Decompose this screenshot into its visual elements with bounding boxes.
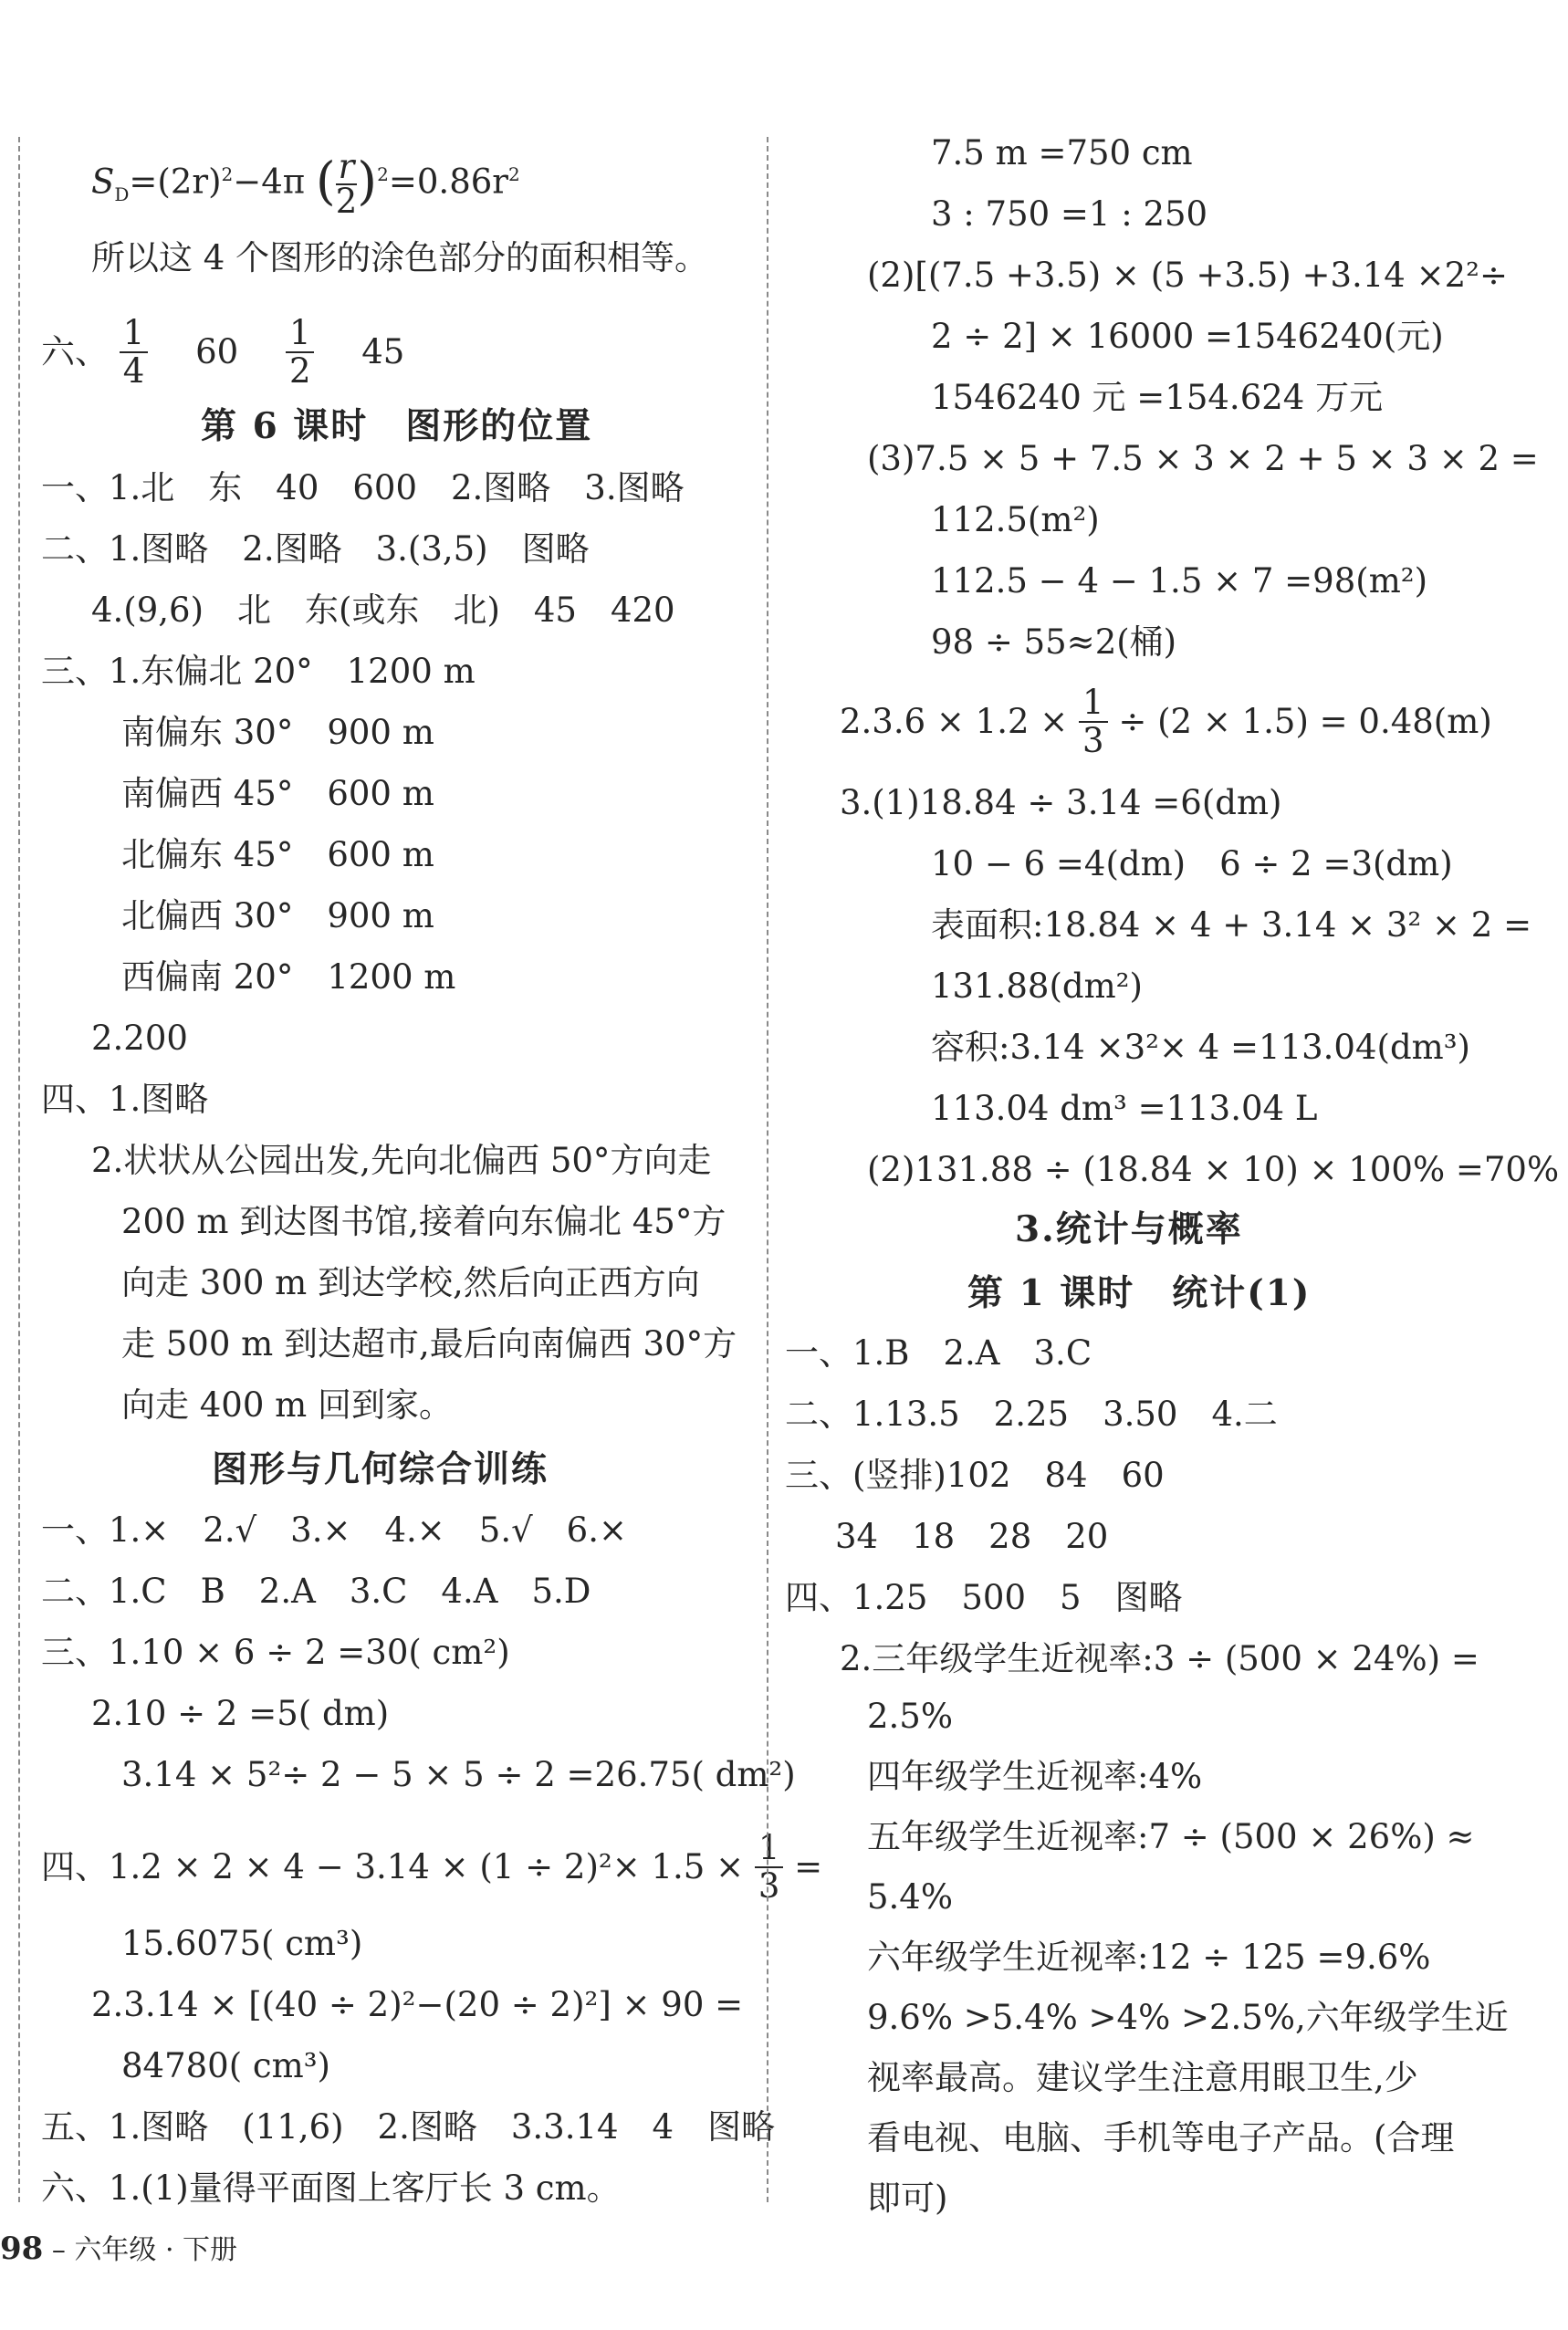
text-line: 北偏东 45° 600 m [121,835,434,874]
text-line: 2.状状从公园出发,先向北偏西 50°方向走 [91,1141,712,1180]
text-line: 二、1.13.5 2.25 3.50 4.二 [785,1395,1278,1434]
text-line: 4.(9,6) 北 东(或东 北) 45 420 [91,590,675,630]
text-line: 六年级学生近视率:12 ÷ 125 =9.6% [867,1938,1431,1977]
text-line: 113.04 dm³ =113.04 L [931,1089,1318,1128]
frac3-den: 3 [758,1866,780,1906]
sd-symbol: S [91,162,115,202]
text-line: 3 : 750 =1 : 250 [931,194,1208,234]
text-line: 2.10 ÷ 2 =5( dm) [91,1694,390,1733]
text-line: 15.6075( cm³) [121,1924,363,1963]
text-line: 112.5 − 4 − 1.5 × 7 =98(m²) [931,561,1428,601]
text-line: 五年级学生近视率:7 ÷ (500 × 26%) ≈ [867,1817,1475,1856]
text-line: 112.5(m²) [931,500,1100,539]
text-line: 一、1.B 2.A 3.C [785,1333,1092,1373]
text-line: 所以这 4 个图形的涂色部分的面积相等。 [91,238,709,277]
text-line: 三、(竖排)102 84 60 [785,1456,1165,1495]
text-line: 五、1.图略 (11,6) 2.图略 3.3.14 4 图略 [41,2107,776,2147]
sd-result: =0.86r [388,162,508,202]
sd-frac-den: 2 [335,182,358,221]
text-line: 南偏西 45° 600 m [121,774,434,813]
text-line: 视率最高。建议学生注意用眼卫生,少 [867,2058,1418,2097]
frac2-den: 2 [288,351,311,391]
section-heading: 第 6 课时 图形的位置 [201,405,593,447]
text-line: 六、1.(1)量得平面图上客厅长 3 cm。 [41,2168,621,2208]
frac3-num: 1 [755,1830,784,1868]
text-line: 2.三年级学生近视率:3 ÷ (500 × 24%) = [840,1639,1479,1678]
book-label: 六年级 · 下册 [74,2234,238,2266]
text-line: 一、1.× 2.√ 3.× 4.× 5.√ 6.× [41,1510,627,1550]
frac1-den: 4 [122,351,145,391]
value-60: 60 [195,332,239,371]
page-footer [0,2227,237,2267]
text-line: 10 − 6 =4(dm) 6 ÷ 2 =3(dm) [931,844,1453,883]
sd-subscript: D [114,183,130,205]
right-frac-num: 1 [1079,684,1108,723]
frac1-num: 1 [120,315,149,353]
text-line: 向走 300 m 到达学校,然后向正西方向 [121,1263,700,1302]
text-line: 北偏西 30° 900 m [121,896,434,935]
text-line: 3.(1)18.84 ÷ 3.14 =6(dm) [840,783,1282,822]
text-line: 84780( cm³) [121,2046,330,2085]
text-line: (3)7.5 × 5 + 7.5 × 3 × 2 + 5 × 3 × 2 = [867,439,1539,478]
text-line: 三、1.10 × 6 ÷ 2 =30( cm²) [41,1633,510,1672]
right-frac-den: 3 [1082,721,1104,760]
text-line: 131.88(dm²) [931,966,1143,1006]
text-line: 98 ÷ 55≈2(桶) [931,622,1177,662]
text-line: 看电视、电脑、手机等电子产品。(合理 [867,2118,1455,2158]
value-45: 45 [361,332,405,371]
text-line: 3.14 × 5²÷ 2 − 5 × 5 ÷ 2 =26.75( dm²) [121,1755,796,1794]
text-line: 2.200 [91,1019,188,1058]
section-heading: 第 1 课时 统计(1) [967,1272,1312,1314]
text-line: 四、1.图略 [41,1080,209,1119]
two-expr-a: 2.3.6 × 1.2 × [840,702,1069,741]
text-line: 1546240 元 =154.624 万元 [931,378,1384,417]
sd-sup-2: 2 [377,163,389,186]
sd-formula: $S_D=(2r)^2-4\pi$ ( $\frac{r}{2}$ )$^2=0.86r^2$ [91,147,520,221]
section-six-label: 六、 [41,332,109,371]
sd-sup-3: 2 [507,163,520,186]
text-line: 四年级学生近视率:4% [867,1757,1203,1796]
answer-six-fractions [41,315,404,390]
text-line: 200 m 到达图书馆,接着向东偏北 45°方 [121,1202,727,1241]
text-line: 34 18 28 20 [835,1517,1109,1556]
text-line: 7.5 m =750 cm [931,133,1193,172]
text-line: 即可) [867,2178,948,2218]
two-expr-b: ÷ (2 × 1.5) = 0.48(m) [1118,702,1492,741]
answer-two-fraction [840,684,1492,759]
page-number: 98 [0,2231,44,2267]
text-line: 走 500 m 到达超市,最后向南偏西 30°方 [121,1324,737,1364]
text-line: 三、1.东偏北 20° 1200 m [41,652,476,691]
four-one-equals: = [794,1847,823,1886]
answer-four-one [41,1830,822,1905]
text-line: (2)[(7.5 +3.5) × (5 +3.5) +3.14 ×2²÷ [867,256,1508,295]
sd-part-a: =(2r) [129,162,222,202]
sd-frac-num: r [336,151,358,185]
text-line: 2.5% [867,1697,953,1736]
sd-sup-1: 2 [221,163,234,186]
text-line: 二、1.C B 2.A 3.C 4.A 5.D [41,1572,591,1611]
text-line: 四、1.25 500 5 图略 [785,1578,1183,1617]
section-heading: 3.统计与概率 [1015,1208,1243,1250]
text-line: 表面积:18.84 × 4 + 3.14 × 3² × 2 = [931,905,1532,945]
section-heading: 图形与几何综合训练 [212,1448,549,1490]
text-line: 南偏东 30° 900 m [121,713,434,752]
text-line: 一、1.北 东 40 600 2.图略 3.图略 [41,468,685,507]
four-one-expr: 四、1.2 × 2 × 4 − 3.14 × (1 ÷ 2)²× 1.5 × [41,1847,745,1886]
text-line: 9.6% >5.4% >4% >2.5%,六年级学生近 [867,1998,1509,2037]
text-line: (2)131.88 ÷ (18.84 × 10) × 100% =70% [867,1150,1560,1189]
sd-part-b: −4π [233,162,306,202]
frac2-num: 1 [286,315,315,353]
text-line: 西偏南 20° 1200 m [121,957,456,997]
text-line: 向走 400 m 回到家。 [121,1385,453,1425]
left-margin-rule [18,137,20,2202]
footer-separator: – [51,2234,66,2266]
column-divider [767,137,768,2202]
text-line: 2.3.14 × [(40 ÷ 2)²−(20 ÷ 2)²] × 90 = [91,1985,744,2024]
text-line: 2 ÷ 2] × 16000 =1546240(元) [931,317,1444,356]
text-line: 二、1.图略 2.图略 3.(3,5) 图略 [41,529,590,569]
text-line: 容积:3.14 ×3²× 4 =113.04(dm³) [931,1028,1470,1067]
text-line: 5.4% [867,1877,953,1917]
